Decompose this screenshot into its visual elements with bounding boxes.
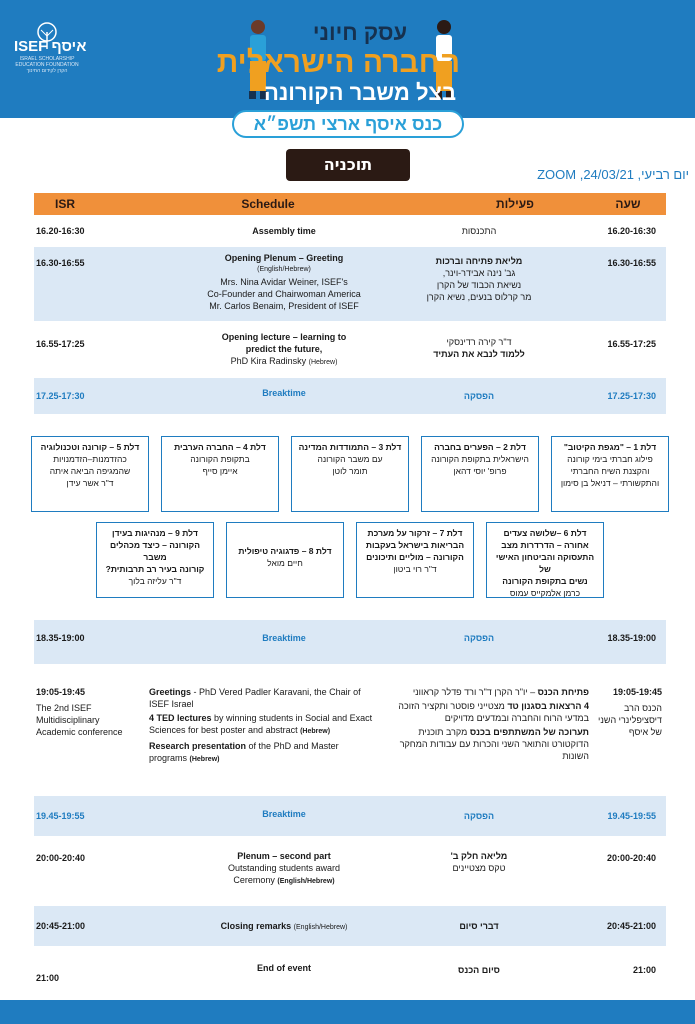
hall-line: אחורה – הדרדרות מצב	[501, 540, 589, 550]
speaker-line: נשיאת הכבוד של הקרן	[436, 280, 522, 290]
item-title: תערוכה של המשתתפים בכנס	[469, 727, 589, 737]
speaker-line: Mr. Carlos Benaim, President of ISEF	[209, 301, 359, 311]
speaker-line: Co-Founder and Chairwoman America	[207, 289, 361, 299]
schedule-en: Breaktime	[262, 633, 306, 643]
schedule-en	[174, 920, 394, 934]
hall-line: כהזדמנות–הזדמנויות	[53, 454, 127, 464]
schedule-en: Breaktime	[262, 809, 306, 819]
item-title: פתיחת הכנס	[537, 687, 589, 697]
hall-line: פילוג חברתי בימי קורונה	[567, 454, 653, 464]
col-isr: ISR	[34, 193, 96, 215]
hall-title: דלת 8 – פדגוגיה טיפולית	[238, 546, 332, 556]
hall-line: התעסוקה והביטחון האישי של	[495, 552, 595, 574]
hall-line: קורונה בעיר רב תרבותית?	[105, 564, 205, 574]
col-activity: פעילות	[440, 193, 590, 215]
item-text: - PhD Vered Padler Karavani, the Chair of ISEF Israel	[149, 687, 361, 709]
activity-he: דברי סיום	[459, 921, 499, 931]
lecture-title: predict the future,	[245, 344, 323, 354]
plenum-title: מליאה חלק ב'	[450, 851, 508, 861]
hall-line: איימן סייף	[202, 466, 238, 476]
speaker-line: ד"ר קירה רדינסקי	[446, 337, 512, 347]
side-line: הכנס הרב	[624, 703, 662, 713]
item-title: Research presentation	[149, 741, 247, 751]
lecture-title: Opening lecture – learning to	[221, 332, 347, 342]
schedule-title: Opening Plenum – Greeting	[224, 253, 344, 263]
item-title: 4 הרצאות בסגנון טד	[507, 701, 589, 711]
hall-title: דלת 1 – "מגפת הקיטוב"	[563, 442, 657, 452]
language-note: (Hebrew)	[308, 359, 338, 366]
logo-text: ISEF איסף	[14, 38, 87, 55]
side-line: של איסף	[628, 727, 662, 737]
hall-card	[421, 436, 539, 512]
hall-line: ד"ר אשר עידן	[66, 478, 114, 488]
time-hour: 16.55-17:25	[607, 339, 656, 349]
closing-title: Closing remarks	[220, 921, 292, 931]
item-text: by winning students in Social and Exact Sciences for best poster and abstract	[149, 713, 373, 735]
hall-line: הבריאות בישראל בעקבות	[365, 540, 465, 550]
time-hour: 19:05-19:45	[612, 687, 662, 697]
item-text: מקרב תוכנית הדוקטורט והתואר השני והכרות עם עבודות המחקר השונות	[399, 727, 589, 761]
speaker-line: מר קרלוס בנעים, נשיא הקרן	[426, 292, 532, 302]
table-row	[34, 247, 666, 321]
item-text: – יו"ר הקרן ד"ר ורד פדלר קראווני	[412, 687, 538, 697]
hall-line: נשים בתקופת הקורונה	[502, 576, 588, 586]
schedule-en	[149, 686, 379, 766]
col-hour: שעה	[590, 193, 666, 215]
time-hour: 19.45-19:55	[607, 811, 656, 821]
col-schedule: Schedule	[96, 193, 440, 215]
schedule-en: End of event	[256, 963, 311, 973]
schedule-en	[174, 331, 394, 369]
time-hour: 17.25-17:30	[607, 391, 656, 401]
speaker-line: גב' נינה אבידר-וינר,	[442, 268, 516, 278]
hall-line: בתקופת הקורונה	[190, 454, 250, 464]
hall-card	[291, 436, 409, 512]
hall-title: דלת 5 – קורונה וטכנולוגיה	[40, 442, 140, 452]
plenum-line: Outstanding students award	[227, 863, 341, 873]
table-row	[34, 220, 666, 242]
program-title: תוכניה	[286, 149, 410, 181]
footer-bar	[0, 1000, 695, 1024]
table-row-break	[34, 796, 666, 836]
table-row-break	[34, 378, 666, 414]
hall-title: דלת 4 – החברה הערבית	[174, 442, 266, 452]
hall-card	[356, 522, 474, 598]
activity-he: הפסקה	[463, 633, 495, 643]
hall-line: הקורונה – כיצד מכהלים משבר	[110, 540, 200, 562]
title-small: עסק חיוני	[312, 20, 408, 45]
title-sub: בצל משבר הקורונה	[263, 80, 457, 105]
language-note: (Hebrew)	[300, 728, 331, 735]
item-text: מצטייני פוסטר ותקציר הזוכה במדעי הרוח והחברה ובמדעים מדויקים	[398, 701, 589, 723]
time-hour: 16.30-16:55	[607, 258, 656, 268]
activity-he	[394, 255, 564, 303]
hall-line: חיים מואל	[267, 558, 303, 568]
item-text: of the PhD and Master programs	[149, 741, 339, 763]
language-note: (English/Hebrew)	[277, 878, 335, 885]
hall-line: הישראלית בתקופת הקורונה	[431, 454, 529, 464]
hall-line: והתקשורתי – דניאל בן סימון	[560, 478, 660, 488]
schedule-en: Breaktime	[262, 388, 306, 398]
activity-he	[394, 336, 564, 360]
hall-line: עם משבר הקורונה	[317, 454, 383, 464]
conference-banner: כנס איסף ארצי תשפ״א	[232, 110, 464, 138]
schedule-en	[174, 850, 394, 888]
hall-line: שהמגיפה הביאה איתה	[49, 466, 131, 476]
table-row	[34, 326, 666, 374]
activity-he	[389, 686, 589, 762]
hall-line: ד"ר עליזה בלוך	[128, 576, 182, 586]
hall-title: דלת 3 – התמודדות המדינה	[298, 442, 402, 452]
hall-line: הקורונה – מוליים ותיכונים	[366, 552, 464, 562]
conference-side-en	[36, 686, 136, 738]
hall-title: דלת 2 – הפערים בחברה	[434, 442, 526, 452]
hall-card	[161, 436, 279, 512]
hall-card	[551, 436, 669, 512]
schedule-en	[174, 252, 394, 312]
time-isr: 20:00-20:40	[36, 853, 86, 863]
language-note: (English/Hebrew)	[293, 924, 348, 931]
language-note: (Hebrew)	[189, 756, 220, 763]
hall-card	[226, 522, 344, 598]
activity-title: מליאת פתיחה וברכות	[435, 256, 523, 266]
table-row-break	[34, 620, 666, 664]
speaker-line: PhD Kira Radinsky	[230, 356, 307, 366]
plenum-line: טקס מצטיינים	[452, 863, 506, 873]
time-hour: 21:00	[632, 965, 656, 975]
side-line: Multidisciplinary	[36, 715, 100, 725]
activity-he: הפסקה	[463, 391, 495, 401]
title-main: החברה הישראלית	[216, 46, 460, 79]
lecture-title: ללמוד לנבא את העתיד	[433, 349, 525, 359]
hall-line: תומר לוטן	[332, 466, 368, 476]
time-isr: 18.35-19:00	[36, 633, 85, 643]
speaker-line: Mrs. Nina Avidar Weiner, ISEF's	[220, 277, 348, 287]
hall-card	[96, 522, 214, 598]
side-line: דיסציפלינרי השני	[598, 715, 662, 725]
hall-line: כרמן אלמקייס עמוס	[509, 588, 581, 598]
time-hour: 18.35-19:00	[607, 633, 656, 643]
hall-line: ד"ר רוי ביטון	[393, 564, 437, 574]
table-row	[34, 844, 666, 900]
time-isr: 16.30-16:55	[36, 258, 85, 268]
activity-he	[394, 850, 564, 874]
time-isr: 21:00	[36, 973, 60, 983]
time-hour: 20:45-21:00	[606, 921, 656, 931]
item-title: Greetings	[149, 687, 192, 697]
schedule-en: Assembly time	[252, 226, 316, 236]
hall-card	[31, 436, 149, 512]
time-isr: 20:45-21:00	[36, 921, 86, 931]
hall-line: והקצנת השיח החברתי	[570, 466, 650, 476]
hall-line: פרופ' יוסי דהאן	[453, 466, 507, 476]
logo-subtitle: ISRAEL SCHOLARSHIP EDUCATION FOUNDATION הקרן לקידום החינוך	[15, 56, 79, 74]
time-hour: 20:00-20:40	[606, 853, 656, 863]
language-note: (English/Hebrew)	[257, 266, 311, 273]
hall-title: דלת 9 – מנהיגות בעידן	[112, 528, 198, 538]
plenum-title: Plenum – second part	[237, 851, 331, 861]
hall-title: דלת 7 – זרקור על מערכת	[367, 528, 463, 538]
time-isr: 16.55-17:25	[36, 339, 85, 349]
time-isr: 17.25-17:30	[36, 391, 85, 401]
hall-title: דלת 6 –שלושה צעדים	[503, 528, 587, 538]
side-line: The 2nd ISEF	[36, 703, 92, 713]
date-line: יום רביעי, 24/03/21, ZOOM	[537, 167, 689, 182]
table-row	[34, 906, 666, 946]
header-banner	[0, 0, 695, 118]
time-hour: 16.20-16:30	[607, 226, 656, 236]
conference-side-he	[592, 686, 662, 738]
activity-he: התכנסות	[461, 226, 497, 236]
hall-card	[486, 522, 604, 598]
table-row	[34, 680, 666, 790]
time-isr: 16.20-16:30	[36, 226, 85, 236]
time-isr: 19.45-19:55	[36, 811, 85, 821]
activity-he: סיום הכנס	[458, 965, 500, 975]
table-row	[34, 954, 666, 990]
event-title	[216, 20, 460, 106]
time-isr: 19:05-19:45	[36, 687, 86, 697]
item-title: 4 TED lectures	[149, 713, 212, 723]
activity-he: הפסקה	[463, 811, 495, 821]
side-line: Academic conference	[36, 727, 123, 737]
plenum-line: Ceremony	[233, 875, 275, 885]
